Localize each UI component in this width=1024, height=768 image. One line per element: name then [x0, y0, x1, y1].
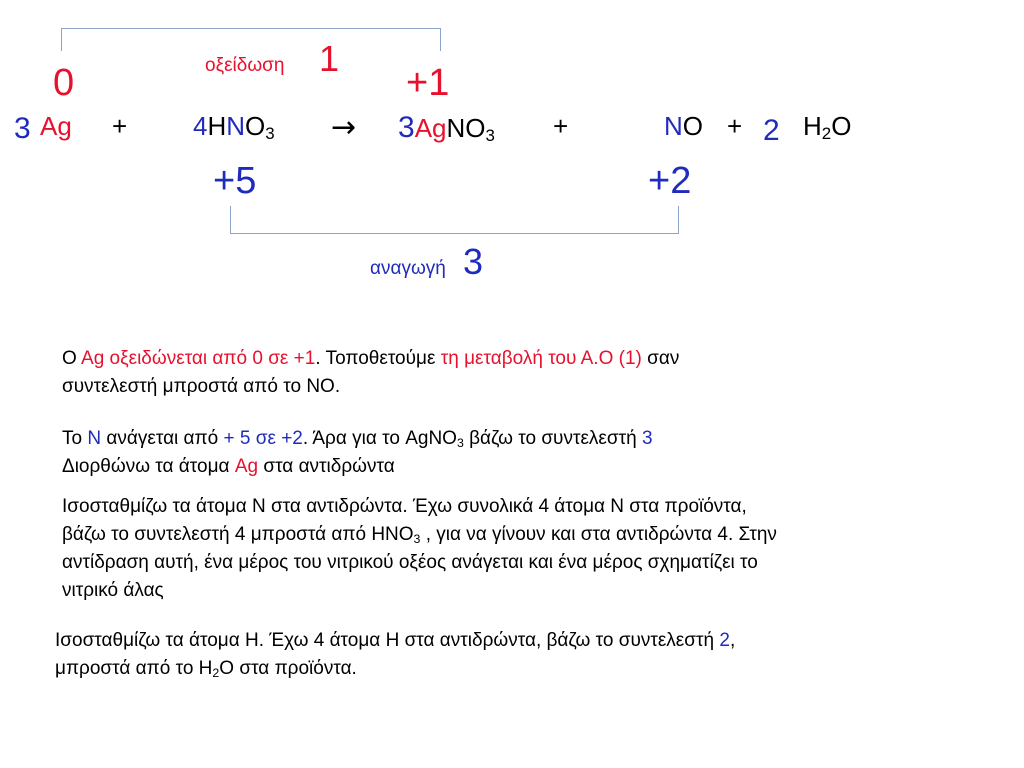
product-agno3: 3AgNO$_3$: [398, 111, 495, 146]
n-oxidation-state-right: +2: [648, 160, 692, 202]
explanation-hydrogen-balance: [55, 627, 735, 683]
oxidation-change-number: 1: [319, 38, 340, 79]
plus-sign-3: +: [727, 111, 743, 141]
explanation-reduction-line-1: Το N ανάγεται από + 5 σε +2. Άρα για το AgNO$_3$ βάζω το συντελεστή 3: [62, 428, 653, 451]
product-no: NO: [664, 111, 704, 141]
product-h2o: $H_2O$: [803, 111, 852, 144]
coefficient-h2o: 2: [763, 114, 780, 147]
nitrogen-balance-line-4: νιτρικό άλας: [62, 580, 164, 601]
explanation-reduction-line-2: Διορθώνω τα άτομα Ag στα αντιδρώντα: [62, 456, 395, 477]
reduction-change-number: 3: [463, 241, 484, 282]
reduction-bracket: [230, 206, 679, 234]
plus-sign-2: +: [553, 111, 569, 141]
coefficient-ag: 3: [14, 112, 31, 145]
reaction-arrow: →: [331, 110, 357, 145]
nitrogen-balance-line-3: αντίδραση αυτή, ένα μέρος του νιτρικού οξέος ανάγεται και ένα μέρος σχηματίζει το: [62, 552, 758, 573]
hydrogen-balance-line-2: μπροστά από το $H_2O$ στα προϊόντα.: [55, 658, 357, 681]
coefficient-agno3: 3: [398, 111, 415, 144]
ag-oxidation-state-left: 0: [53, 62, 75, 104]
explanation-oxidation-line-2: συντελεστή μπροστά από το NO.: [62, 376, 341, 397]
explanation-reduction: [62, 425, 653, 481]
plus-sign-1: +: [112, 111, 128, 141]
reactant-hno3: $4HNO_3$: [193, 111, 275, 144]
oxidation-label: οξείδωση: [205, 55, 285, 76]
hydrogen-balance-line-1: Ισοσταθμίζω τα άτομα Η. Έχω 4 άτομα Η στα αντιδρώντα, βάζω το συντελεστή 2,: [55, 630, 736, 651]
n-oxidation-state-left: +5: [213, 160, 257, 202]
reduction-label: αναγωγή: [370, 258, 446, 279]
nitrogen-balance-line-2: βάζω το συντελεστή 4 μπροστά από $HNO_3$ , για να γίνουν και στα αντιδρώντα 4. Στην: [62, 524, 777, 547]
reactant-ag: Ag: [40, 111, 72, 141]
explanation-nitrogen-balance: [62, 493, 777, 605]
coefficient-hno3: 4: [193, 111, 208, 141]
explanation-oxidation: [62, 345, 679, 401]
ag-oxidation-state-right: +1: [406, 62, 450, 104]
nitrogen-balance-line-1: Ισοσταθμίζω τα άτομα Ν στα αντιδρώντα. Έχω συνολικά 4 άτομα Ν στα προϊόντα,: [62, 496, 747, 517]
explanation-oxidation-line-1: O Ag οξειδώνεται από 0 σε +1. Τοποθετούμε τη μεταβολή του Α.Ο (1) σαν: [62, 348, 680, 369]
oxidation-bracket: [61, 28, 441, 51]
